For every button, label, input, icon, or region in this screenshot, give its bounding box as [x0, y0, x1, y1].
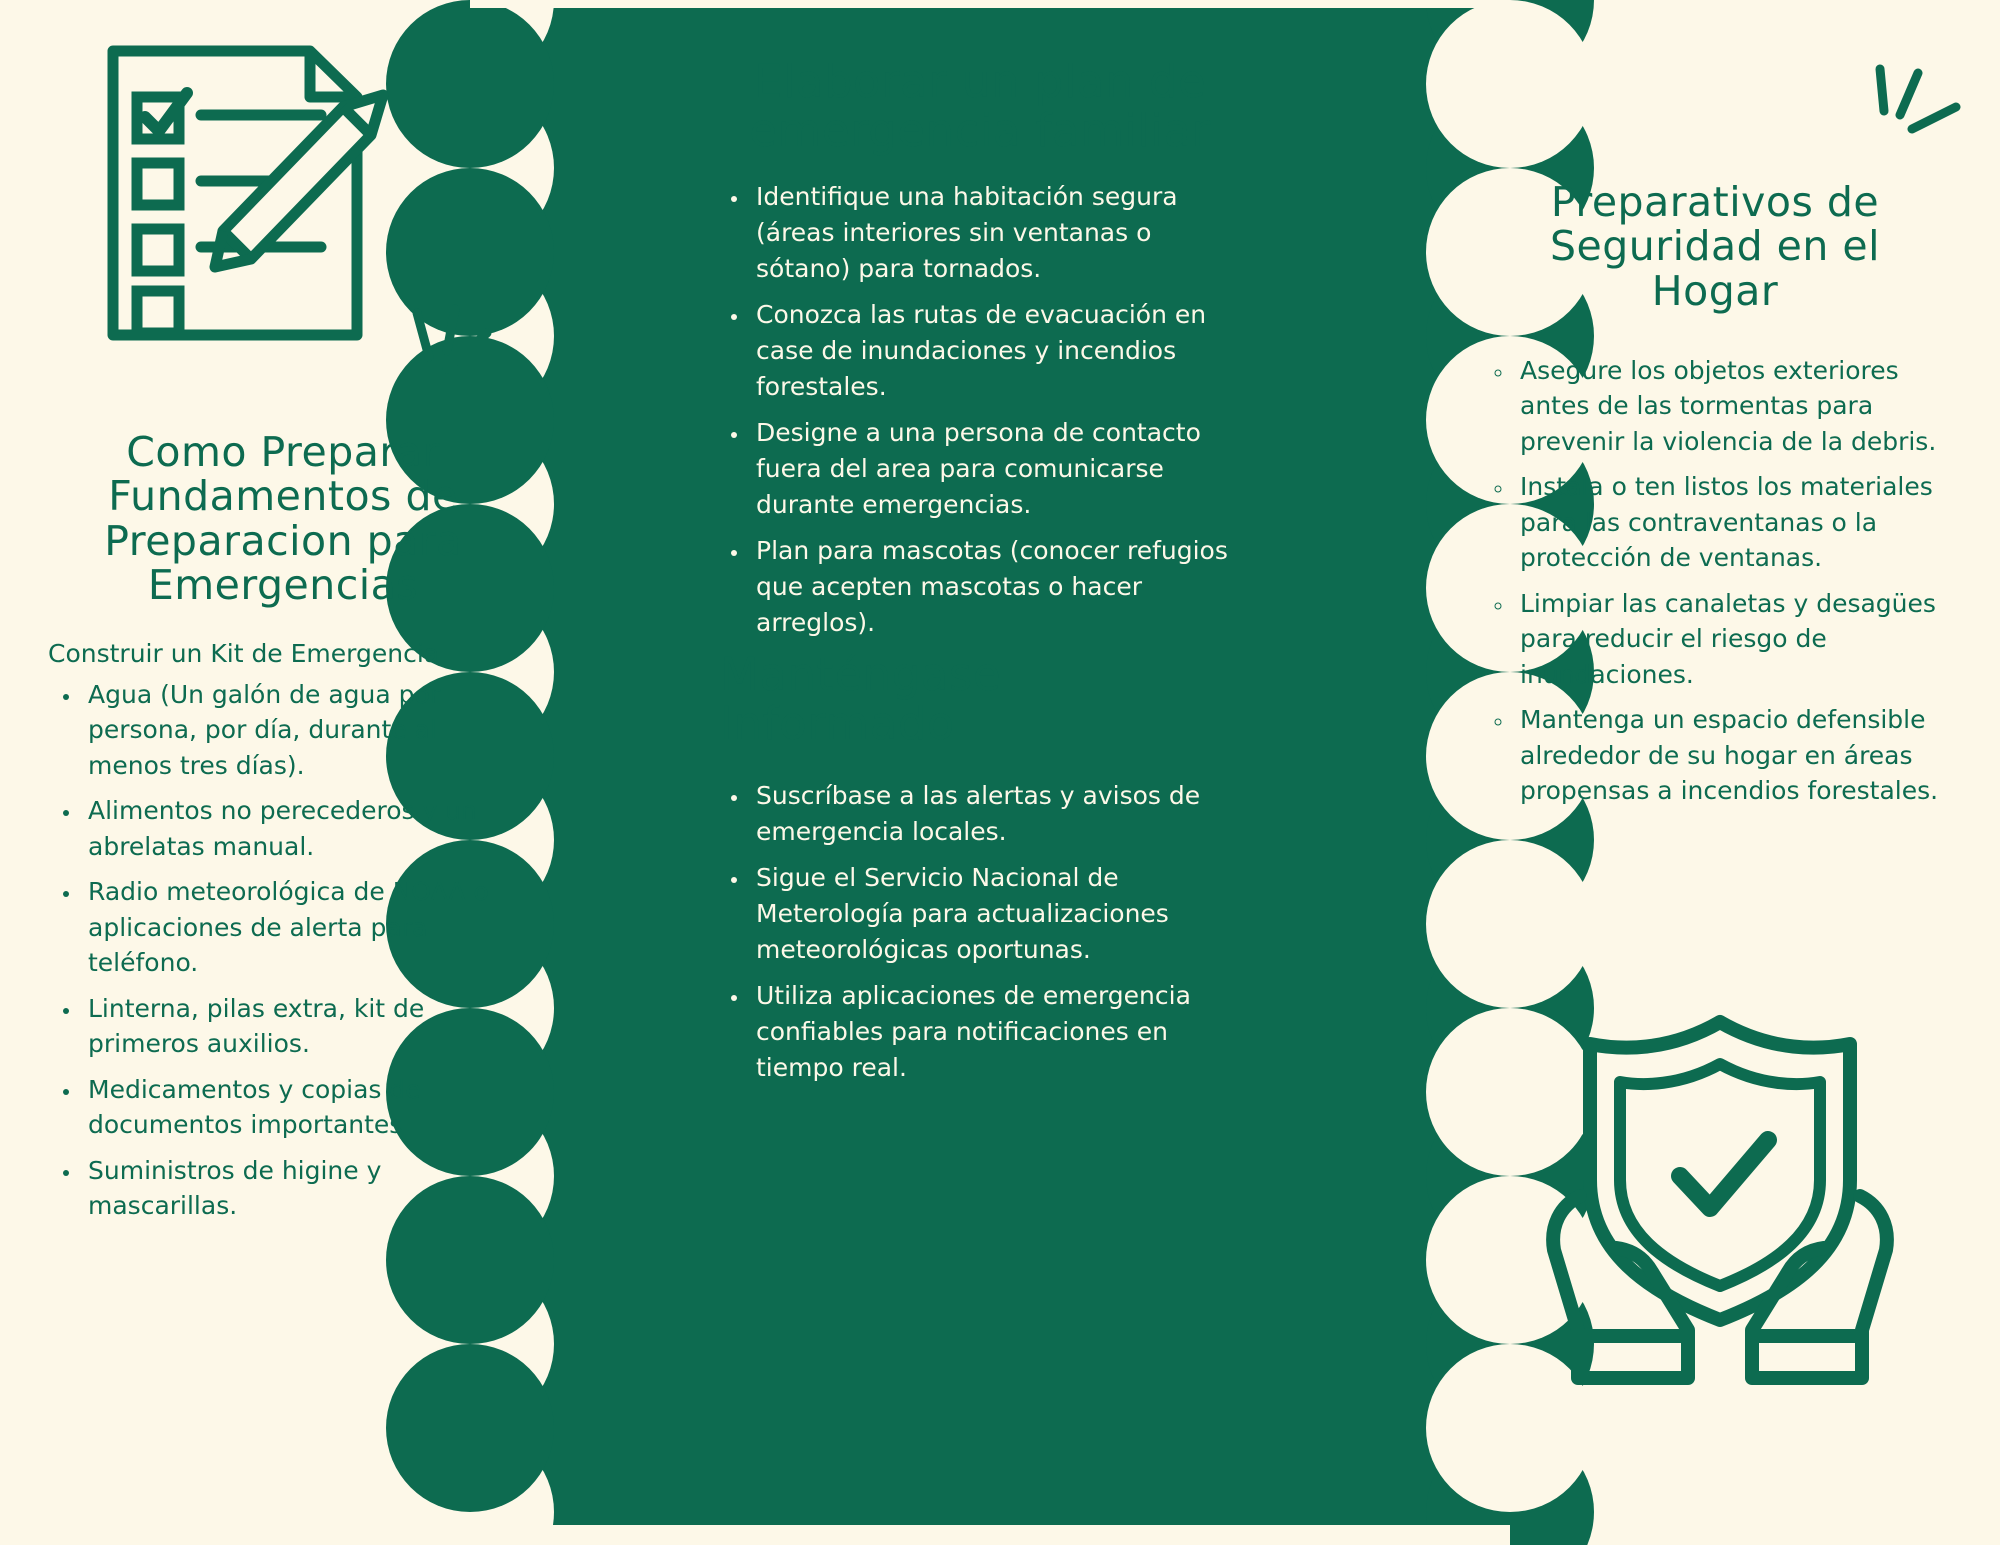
left-column-title: Como Preparar Fundamentos de Preparacion para Emergencias: [104, 428, 462, 609]
list-item: • Identifique una habitación segura (áreas interiores sin ventanas o sótano) para tornados.: [750, 179, 1240, 287]
right-column: [1480, 180, 1950, 819]
list-item: • Suscríbase a las alertas y avisos de emergencia locales.: [750, 778, 1240, 850]
list-item: • Medicamentos y copias de documentos importantes: [82, 1072, 518, 1143]
list-item: • Alimentos no perecederos y un abrelatas manual.: [82, 793, 518, 864]
list-item: • Suministros de higine y mascarillas.: [82, 1153, 518, 1224]
shield-check-hands-icon: [1520, 1000, 1920, 1400]
list-item: ◦ Asegure los objetos exteriores antes de las tormentas para prevenir la violencia de la debris.: [1514, 353, 1950, 460]
panel-bottom-trim: [470, 1525, 1510, 1545]
list-item: ◦ Limpiar las canaletas y desagües para reducir el riesgo de inundaciones.: [1514, 586, 1950, 693]
list-item: • Utiliza aplicaciones de emergencia confiables para notificaciones en tiempo real.: [750, 978, 1240, 1086]
middle-column-list: [720, 179, 1240, 641]
scallop-add: [386, 1344, 554, 1512]
middle-column-title: Elaborar un plan de emergencia familiar: [749, 55, 1211, 157]
list-item: ◦ Mantenga un espacio defensible alrededor de su hogar en áreas propensas a incendios forestales.: [1514, 702, 1950, 809]
scallop-cut: [1426, 0, 1594, 168]
middle-column: [720, 55, 1240, 1096]
sparkle-icon: [1860, 55, 1970, 165]
scallop-cut: [1426, 840, 1594, 1008]
list-item: • Linterna, pilas extra, kit de primeros auxilios.: [82, 991, 518, 1062]
right-column-title: Preparativos de Seguridad en el Hogar: [1549, 178, 1881, 315]
right-column-list: [1480, 353, 1950, 809]
sparkle-icon: [395, 295, 505, 405]
list-item: • Conozca las rutas de evacuación en case de inundaciones y incendios forestales.: [750, 297, 1240, 405]
list-item: • Agua (Un galón de agua por persona, por día, durante al menos tres días).: [82, 677, 518, 784]
left-column-list: [48, 677, 518, 1224]
list-item: • Radio meteorológica de NOAA o aplicaciones de alerta para teléfono.: [82, 874, 518, 981]
middle-column-list-2: [720, 778, 1240, 1086]
list-item: ◦ Instala o ten listos los materiales para las contraventanas o la protección de ventanas.: [1514, 469, 1950, 576]
middle-column-title-2: Manténgase Informado: [720, 648, 1002, 750]
left-column-subhead: Construir un Kit de Emergencia: [48, 639, 440, 669]
left-column: [48, 430, 518, 1234]
checklist-clipboard-pencil-icon: [95, 35, 425, 355]
list-item: • Plan para mascotas (conocer refugios que acepten mascotas o hacer arreglos).: [750, 533, 1240, 641]
panel-top-trim: [470, 0, 1510, 8]
list-item: • Designe a una persona de contacto fuera del area para comunicarse durante emergencias.: [750, 415, 1240, 523]
list-item: • Sigue el Servicio Nacional de Meterología para actualizaciones meteorológicas oportunas.: [750, 860, 1240, 968]
